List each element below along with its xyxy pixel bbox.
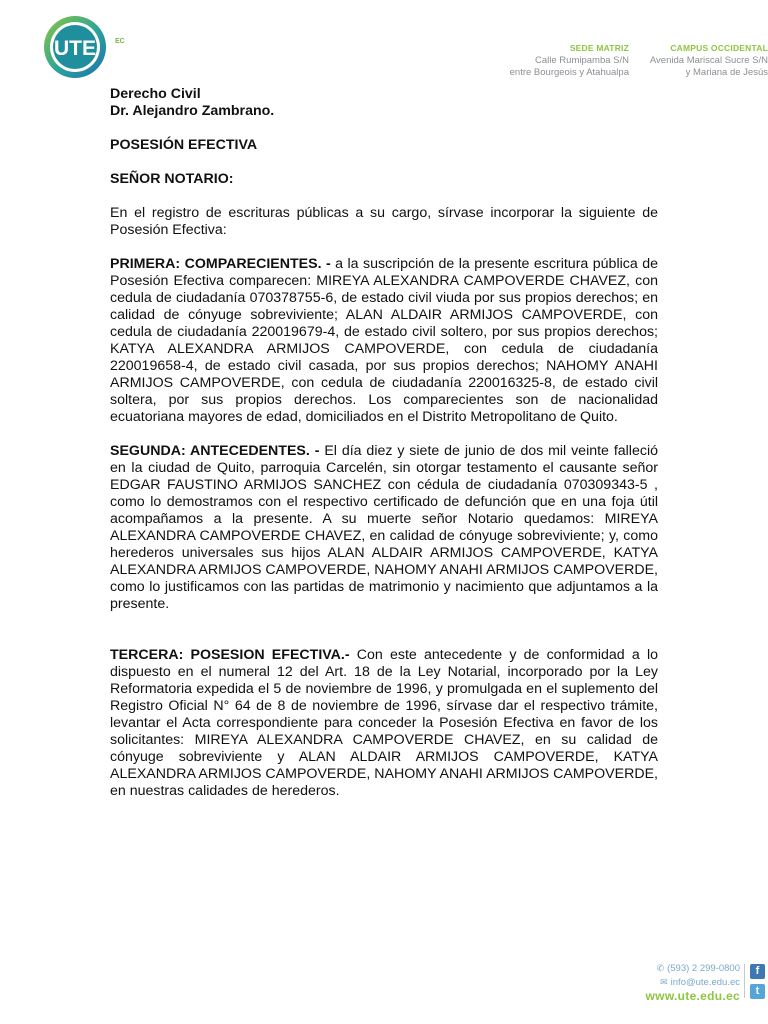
clause-primera <box>110 256 658 426</box>
clause-heading: TERCERA: POSESION EFECTIVA.- <box>110 647 350 663</box>
document-author: Dr. Alejandro Zambrano. <box>110 103 275 119</box>
footer-phone <box>646 962 740 976</box>
campus-title: SEDE MATRIZ <box>569 43 629 53</box>
twitter-icon[interactable]: t <box>750 984 765 999</box>
clause-text: a la suscripción de la presente escritura pública de Posesión Efectiva comparecen: MIREYA ALEXANDRA CAMPOVERDE CHAVEZ, con cedula de ciudadanía 070378755-6, de estado civil viuda por sus propios derechos; en calidad de cónyuge sobreviviente; ALAN ALDAIR ARMIJOS CAMPOVERDE, con cedula de ciudadanía 220019679-4, de estado civil soltero, por sus propios derechos; KATYA ALEXANDRA ARMIJOS CAMPOVERDE, con cedula de ciudadanía 220019658-4, de estado civil casada, por sus propios derechos; NAHOMY ANAHI ARMIJOS CAMPOVERDE, con cedula de ciudadanía 220016325-8, de estado civil soltera, por sus propios derechos. Los comparecientes son de nacionalidad ecuatoriana mayores de edad, domiciliados en el Distrito Metropolitano de Quito. <box>110 256 658 425</box>
clause-text: Con este antecedente y de conformidad a lo dispuesto en el numeral 12 del Art. 18 de la Ley Notarial, incorporado por la Ley Reformatoria expedida el 5 de noviembre de 1996, y promulgada en el suplemento del Registro Oficial N° 64 de 8 de noviembre de 1996, sírvase dar el respectivo trámite, levantar el Acta correspondiente para conceder la Posesión Efectiva en favor de los solicitantes: MIREYA ALEXANDRA CAMPOVERDE CHAVEZ, en su calidad de cónyuge sobreviviente y ALAN ALDAIR ARMIJOS CAMPOVERDE, KATYA ALEXANDRA ARMIJOS CAMPOVERDE, NAHOMY ANAHI ARMIJOS CAMPOVERDE, en nuestras calidades de herederos. <box>110 647 658 799</box>
document-body <box>110 86 658 800</box>
document-salutation: SEÑOR NOTARIO: <box>110 171 234 187</box>
clause-heading: PRIMERA: COMPARECIENTES. - <box>110 256 331 272</box>
campus-address-line: y Mariana de Jesús <box>685 67 768 78</box>
campus-address-line: Calle Rumipamba S/N <box>535 54 629 66</box>
phone-text: (593) 2 299-0800 <box>667 963 740 974</box>
clause-text: El día diez y siete de junio de dos mil veinte falleció en la ciudad de Quito, parroquia Carcelén, sin otorgar testamento el causante señor EDGAR FAUSTINO ARMIJOS SANCHEZ con cédula de ciudadanía 070309343-5 , como lo demostramos con el respectivo certificado de defunción que en una foja útil acompañamos a la presente. A su muerte señor Notario quedamos: MIREYA ALEXANDRA CAMPOVERDE CHAVEZ, en calidad de cónyuge sobreviviente; y, como herederos universales sus hijos ALAN ALDAIR ARMIJOS CAMPOVERDE, KATYA ALEXANDRA ARMIJOS CAMPOVERDE, NAHOMY ANAHI ARMIJOS CAMPOVERDE, como lo justificamos con las partidas de matrimonio y nacimiento que adjuntamos a la presente. <box>110 443 658 612</box>
footer-email <box>646 976 740 990</box>
campus-address-line: entre Bourgeois y Atahualpa <box>509 67 629 78</box>
footer-divider <box>744 964 745 998</box>
clause-segunda <box>110 443 658 613</box>
clause-heading: SEGUNDA: ANTECEDENTES. - <box>110 443 320 459</box>
document-title: POSESIÓN EFECTIVA <box>110 137 258 153</box>
campus-title: CAMPUS OCCIDENTAL <box>670 43 768 53</box>
campus-sede-matriz <box>510 42 629 80</box>
ute-logo <box>40 14 132 84</box>
footer-website[interactable]: www.ute.edu.ec <box>645 989 740 1003</box>
phone-icon: ✆ <box>656 963 665 973</box>
campus-occidental <box>650 42 768 80</box>
clause-tercera <box>110 647 658 800</box>
facebook-icon[interactable]: f <box>750 964 765 979</box>
document-intro: En el registro de escrituras públicas a su cargo, sírvase incorporar la siguiente de Posesión Efectiva: <box>110 205 658 238</box>
footer-contact <box>646 962 740 1003</box>
logo-text: UTE <box>54 37 96 60</box>
logo-suffix: EC <box>115 38 125 45</box>
mail-icon: ✉ <box>660 976 668 987</box>
email-text: info@ute.edu.ec <box>670 976 740 988</box>
campus-address-line: Avenida Mariscal Sucre S/N <box>649 54 768 66</box>
document-subject: Derecho Civil <box>110 86 201 102</box>
